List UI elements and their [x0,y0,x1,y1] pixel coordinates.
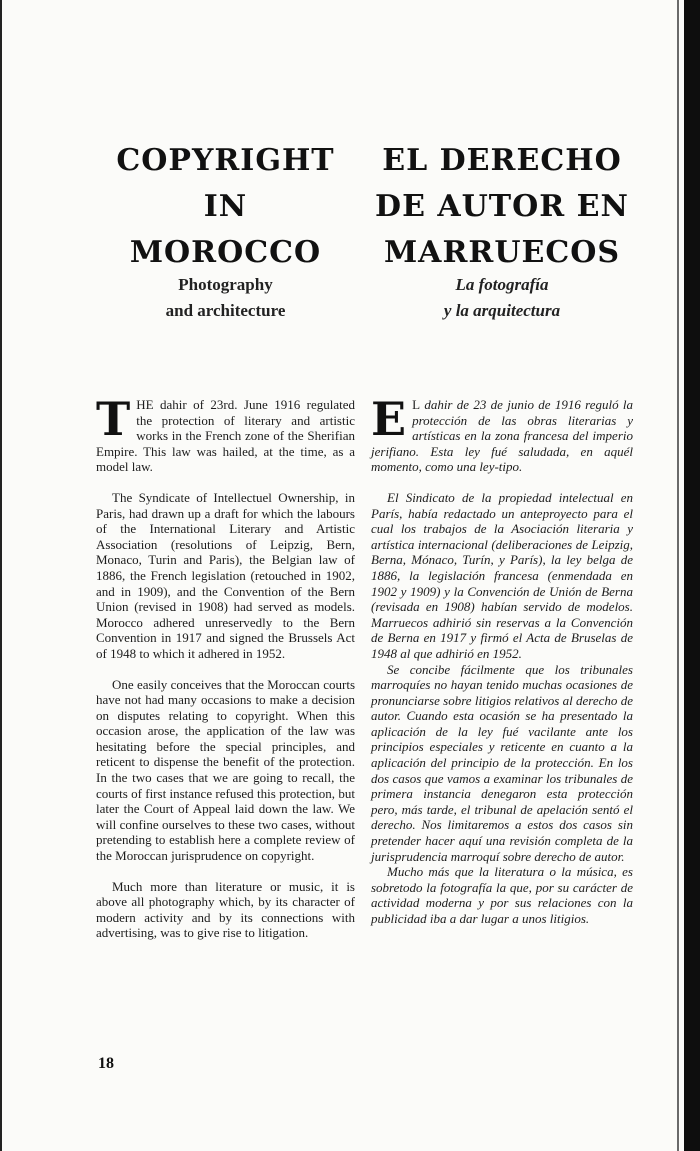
spanish-first-word-rest: L [412,397,421,412]
english-subtitle: Photography and architecture [165,275,286,320]
english-paragraph: Much more than literature or music, it is above all photography which, by its character of modern activity and by its connections with advertising, was to give rise to litigation. [96,878,355,941]
page-left-edge [0,0,2,1151]
english-dropcap: T [96,392,131,446]
spanish-paragraph: Mucho más que la literatura o la música, es sobretodo la fotografía la que, por su carácter de actividad moderna y por sus relaciones con la publicidad iba a dar lugar a unos litigios. [371,864,633,926]
english-article-body [96,392,355,956]
spanish-dropcap: E [371,392,407,446]
spanish-subtitle: La fotografía y la arquitectura [443,275,561,320]
spanish-title: EL DERECHO DE AUTOR EN MARRUECOS [375,143,629,270]
spanish-paragraph: El Sindicato de la propiedad intelectual en París, había redactado un anteproyecto para el cual los trabajos de la Asociación literaria y artística internacional (deliberaciones de Leipzig, Berna, Mónaco, Turín, y París), la ley belga de 1886, la legislación francesa (enmendada en 1902 y 1909) y la Convención de Unión de Berna (revisada en 1908) habían servido de modelos. Marruecos adhirió sin reservas a la Convención de Berna en 1917 y firmó el Acta de Bruselas de 1948 al que adhirió en 1952. [371,489,633,661]
english-title: COPYRIGHT IN MOROCCO [116,143,335,270]
spanish-article-body [371,392,633,927]
page-number: 18 [98,1055,114,1072]
english-paragraph: The Syndicate of Intellectuel Ownership, in Paris, had drawn up a draft for which the labours of the International Literary and Artistic Association (resolutions of Leipzig, Bern, Monaco, Turin and Paris), the Belgian law of 1886, the French legislation (retouched in 1902, and in 1909), and the Convention of the Bern Union (revised in 1908) had served as models. Morocco adhered unreservedly to the Bern Convention in 1917 and signed the Brussels Act of 1948 to which it adhered in 1952. [96,489,355,661]
english-first-word-rest: HE [136,397,154,412]
spanish-paragraph: Se concibe fácilmente que los tribunales marroquíes no hayan tenido muchas ocasiones de pronunciarse sobre litigios relativos al derecho de autor. Cuando esta ocasión se ha presentado la aplicación de la ley fué vacilante ante los principios especiales y reticente en cuanto a la aplicación del principio de la protección. En los dos casos que vamos a examinar los tribunales de primera instancia denegaron esta protección pero, más tarde, el tribunal de apelación sentó el derecho. Nos limitaremos a estos dos casos sin pretender hacer aquí una revisión completa de la jurisprudencia marroquí sobre derecho de autor. [371,661,633,864]
spanish-paragraph: E L dahir de 23 de junio de 1916 reguló la protección de las obras literarias y artísticas en la zona francesa del imperio jerifiano. Esta ley fué saludada, en aquél momento, como una ley-tipo. [371,392,633,475]
english-paragraph: One easily conceives that the Moroccan courts have not had many occasions to make a decision on disputes relating to copyright. When this occasion arose, the application of the law was hesitating before the special principles, and reticent to dispense the benefit of the protection. In the two cases that we are going to recall, the courts of first instance refused this protection, but later the Court of Appeal laid down the law. We will confine ourselves to these two cases, without pretending to establish here a complete review of the Moroccan jurisprudence on copyright. [96,676,355,864]
page-right-edge [684,0,700,1151]
english-paragraph: THE dahir of 23rd. June 1916 regulated the protection of literary and artistic works in the French zone of the Sherifian Empire. This law was hailed, at the time, as a model law. [96,392,355,475]
page-gutter-line [677,0,679,1151]
